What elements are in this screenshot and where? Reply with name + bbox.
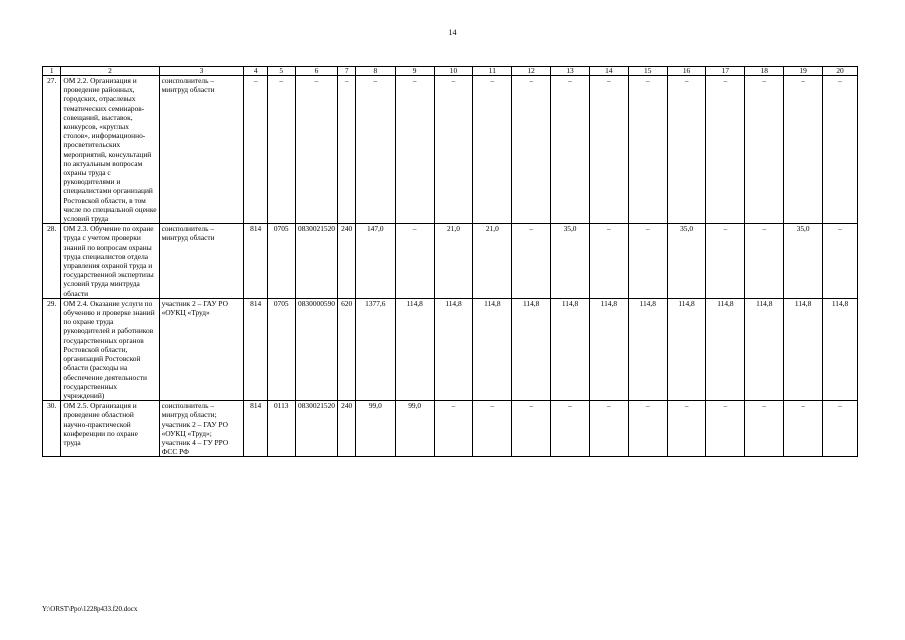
header-cell: 6 <box>295 67 338 76</box>
row-number-cell: 29. <box>43 298 61 400</box>
value-cell: 147,0 <box>355 224 395 299</box>
value-cell: – <box>823 224 858 299</box>
header-cell: 11 <box>473 67 512 76</box>
value-cell: 114,8 <box>628 298 667 400</box>
value-cell: – <box>244 76 268 224</box>
header-cell: 19 <box>784 67 823 76</box>
header-cell: 5 <box>267 67 295 76</box>
header-cell: 8 <box>355 67 395 76</box>
value-cell: – <box>434 401 473 457</box>
value-cell: – <box>667 401 706 457</box>
header-cell: 7 <box>338 67 355 76</box>
value-cell: – <box>745 76 784 224</box>
value-cell: 0705 <box>267 224 295 299</box>
value-cell: 114,8 <box>823 298 858 400</box>
header-cell: 9 <box>395 67 434 76</box>
value-cell: 0705 <box>267 298 295 400</box>
header-cell: 16 <box>667 67 706 76</box>
header-cell: 17 <box>706 67 745 76</box>
value-cell: 0830021520 <box>295 224 338 299</box>
executor-cell: соисполнитель – минтруд области <box>159 76 244 224</box>
file-path-footer: Y:\ORST\Ppo\1228p433.f20.docx <box>42 605 138 613</box>
value-cell: – <box>512 76 551 224</box>
value-cell: – <box>745 401 784 457</box>
value-cell: – <box>355 76 395 224</box>
value-cell: – <box>551 76 590 224</box>
activity-name-cell: ОМ 2.4. Оказание услуги по обучению и проверке знаний по охране труда руководителей и работников государственных органов Ростовской области, организаций Ростовской области (расходы на обеспечение деятельности государственных учреждений) <box>61 298 159 400</box>
value-cell: – <box>745 224 784 299</box>
table-row <box>43 224 858 299</box>
value-cell: – <box>473 401 512 457</box>
header-cell: 1 <box>43 67 61 76</box>
value-cell: 114,8 <box>551 298 590 400</box>
value-cell: – <box>589 401 628 457</box>
value-cell: – <box>706 401 745 457</box>
value-cell: 114,8 <box>706 298 745 400</box>
value-cell: – <box>823 401 858 457</box>
value-cell: – <box>395 224 434 299</box>
value-cell: 21,0 <box>434 224 473 299</box>
value-cell: 240 <box>338 224 355 299</box>
row-number-cell: 30. <box>43 401 61 457</box>
value-cell: 620 <box>338 298 355 400</box>
value-cell: – <box>473 76 512 224</box>
value-cell: – <box>589 76 628 224</box>
value-cell: – <box>589 224 628 299</box>
header-cell: 18 <box>745 67 784 76</box>
executor-cell: участник 2 – ГАУ РО «ОУКЦ «Труд» <box>159 298 244 400</box>
activity-name-cell: ОМ 2.5. Организация и проведение областной научно-практической конференции по охране труда <box>61 401 159 457</box>
value-cell: 35,0 <box>551 224 590 299</box>
value-cell: 99,0 <box>395 401 434 457</box>
value-cell: – <box>784 76 823 224</box>
row-number-cell: 28. <box>43 224 61 299</box>
table-row <box>43 298 858 400</box>
header-cell: 12 <box>512 67 551 76</box>
header-cell: 13 <box>551 67 590 76</box>
header-cell: 4 <box>244 67 268 76</box>
value-cell: 0830021520 <box>295 401 338 457</box>
table-row <box>43 401 858 457</box>
value-cell: 114,8 <box>589 298 628 400</box>
header-cell: 14 <box>589 67 628 76</box>
value-cell: 814 <box>244 401 268 457</box>
header-cell: 10 <box>434 67 473 76</box>
value-cell: 114,8 <box>512 298 551 400</box>
activity-name-cell: ОМ 2.2. Организация и проведение районных, городских, отраслевых тематических семинаров-совещаний, выставок, конкурсов, «круглых столов», информационно-просветительских мероприятий, консультаций по актуальным вопросам охраны труда с руководителями и специалистами организаций Ростовской области, в том числе по специальной оценке условий труда <box>61 76 159 224</box>
executor-cell: соисполнитель – минтруд области <box>159 224 244 299</box>
value-cell: 814 <box>244 298 268 400</box>
value-cell: 35,0 <box>784 224 823 299</box>
table-row <box>43 76 858 224</box>
value-cell: – <box>512 401 551 457</box>
value-cell: 35,0 <box>667 224 706 299</box>
value-cell: – <box>395 76 434 224</box>
value-cell: 114,8 <box>395 298 434 400</box>
value-cell: 114,8 <box>473 298 512 400</box>
value-cell: 814 <box>244 224 268 299</box>
row-number-cell: 27. <box>43 76 61 224</box>
executor-cell: соисполнитель – минтруд области; участник 2 – ГАУ РО «ОУКЦ «Труд»; участник 4 – ГУ РРО ФСС РФ <box>159 401 244 457</box>
value-cell: – <box>434 76 473 224</box>
page-number: 14 <box>448 28 457 37</box>
value-cell: – <box>628 76 667 224</box>
value-cell: 240 <box>338 401 355 457</box>
value-cell: 114,8 <box>745 298 784 400</box>
value-cell: – <box>706 76 745 224</box>
value-cell: – <box>512 224 551 299</box>
value-cell: 1377,6 <box>355 298 395 400</box>
value-cell: – <box>628 224 667 299</box>
value-cell: – <box>551 401 590 457</box>
column-number-row <box>43 67 858 76</box>
value-cell: – <box>823 76 858 224</box>
value-cell: – <box>338 76 355 224</box>
value-cell: 114,8 <box>434 298 473 400</box>
program-table <box>42 66 858 457</box>
value-cell: 99,0 <box>355 401 395 457</box>
value-cell: – <box>784 401 823 457</box>
header-cell: 20 <box>823 67 858 76</box>
header-cell: 15 <box>628 67 667 76</box>
value-cell: 0113 <box>267 401 295 457</box>
activity-name-cell: ОМ 2.3. Обучение по охране труда с учетом проверки знаний по вопросам охраны труда специалистов отдела управления охраной труда и государственной экспертизы условий труда минтруда области <box>61 224 159 299</box>
value-cell: – <box>295 76 338 224</box>
value-cell: – <box>706 224 745 299</box>
header-cell: 2 <box>61 67 159 76</box>
value-cell: 114,8 <box>784 298 823 400</box>
value-cell: 21,0 <box>473 224 512 299</box>
value-cell: 114,8 <box>667 298 706 400</box>
value-cell: 0830000590 <box>295 298 338 400</box>
header-cell: 3 <box>159 67 244 76</box>
value-cell: – <box>667 76 706 224</box>
value-cell: – <box>628 401 667 457</box>
value-cell: – <box>267 76 295 224</box>
